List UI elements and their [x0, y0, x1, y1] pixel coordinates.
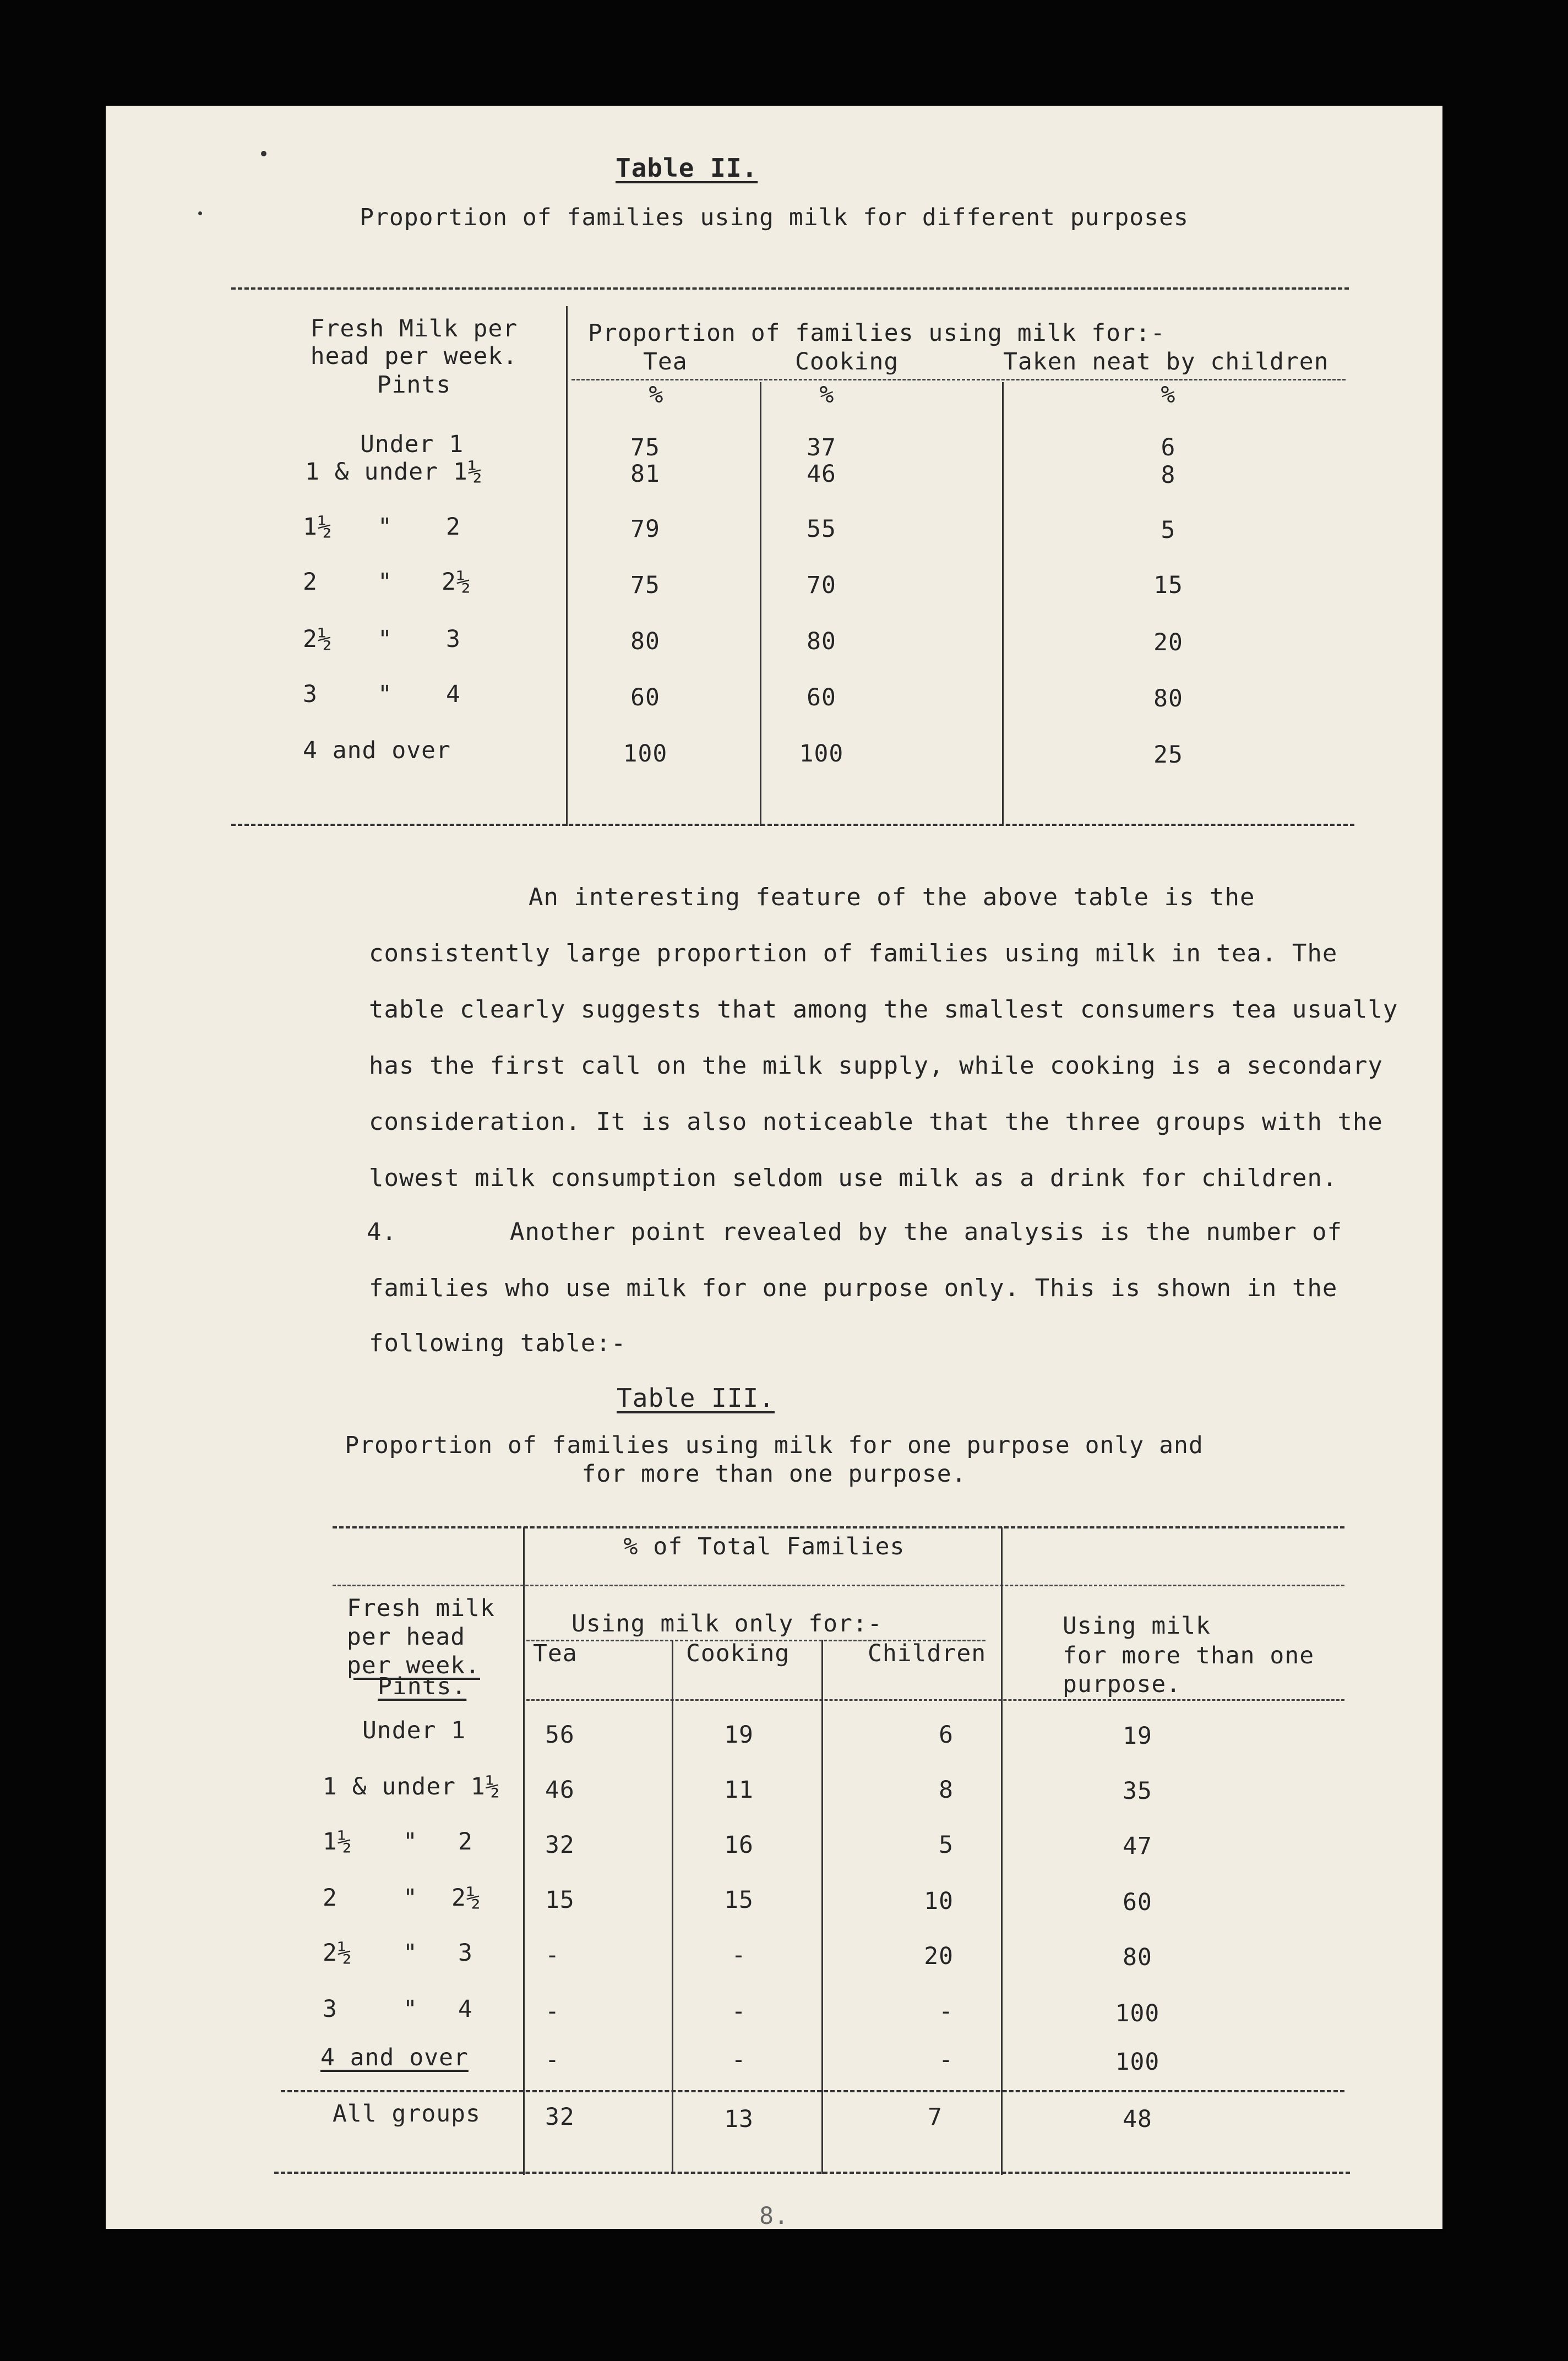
- cell-cooking: 13: [724, 2106, 754, 2133]
- column-header-children: Children: [868, 1640, 987, 1667]
- row-label: ": [403, 1939, 418, 1967]
- table-rule: [333, 1585, 1344, 1586]
- table-rule: [231, 287, 1349, 290]
- cell-tea: 100: [623, 740, 668, 768]
- cell-cooking: 100: [799, 740, 844, 768]
- paragraph-line: An interesting feature of the above table is the: [529, 883, 1255, 911]
- cell-more: 80: [1123, 1944, 1152, 1971]
- cell-tea: 60: [630, 684, 660, 711]
- percent-total-header: % of Total Families: [623, 1533, 905, 1560]
- page-number: 8.: [759, 2202, 789, 2230]
- column-header-milk: per head: [347, 1623, 466, 1651]
- column-header-children: Taken neat by children: [1003, 348, 1329, 376]
- column-header-tea: Tea: [533, 1640, 578, 1667]
- table-subtitle: for more than one purpose.: [581, 1460, 967, 1488]
- cell-cooking: -: [731, 2046, 747, 2074]
- unit-label: %: [819, 381, 835, 409]
- row-label: Under 1: [362, 1717, 466, 1744]
- cell-children: 6: [939, 1721, 954, 1749]
- cell-children: 80: [1153, 685, 1183, 712]
- cell-children: 10: [924, 1887, 954, 1915]
- unit-label: %: [1161, 381, 1176, 409]
- cell-cooking: 46: [807, 460, 836, 488]
- cell-cooking: 11: [724, 1776, 754, 1804]
- row-label: 2½: [323, 1939, 352, 1967]
- row-label: 3: [303, 681, 318, 708]
- cell-children: -: [939, 2046, 954, 2074]
- column-header-milk: Pints: [377, 371, 451, 399]
- row-label: ": [378, 681, 393, 708]
- cell-tea: 32: [545, 1831, 575, 1859]
- cell-more: 60: [1123, 1889, 1152, 1916]
- column-header-cooking: Cooking: [686, 1640, 790, 1667]
- pencil-mark: [261, 151, 266, 156]
- row-label: 1 & under 1½: [323, 1773, 500, 1800]
- row-label: 3: [458, 1939, 473, 1967]
- column-header-milk: Fresh milk: [347, 1595, 495, 1622]
- header-rule: [526, 1699, 1344, 1701]
- cell-cooking: 60: [807, 684, 836, 711]
- row-label: 3: [446, 625, 461, 653]
- cell-tea: 80: [630, 628, 660, 655]
- row-label: 4: [446, 681, 461, 708]
- cell-cooking: -: [731, 1998, 747, 2025]
- paragraph-line: consistently large proportion of families using milk in tea. The: [369, 939, 1338, 967]
- table-column-divider: [672, 1640, 673, 2174]
- table-subtitle: Proportion of families using milk for one purpose only and: [345, 1432, 1204, 1459]
- table-column-divider: [1001, 1527, 1003, 2175]
- cell-tea: 56: [545, 1721, 575, 1749]
- table-subtitle: Proportion of families using milk for different purposes: [360, 204, 1189, 231]
- cell-more: 19: [1123, 1722, 1152, 1750]
- cell-children: 20: [924, 1943, 954, 1970]
- cell-more: 100: [1115, 2048, 1160, 2076]
- cell-more: 48: [1123, 2106, 1152, 2133]
- column-header-milk: Fresh Milk per: [310, 315, 518, 342]
- row-label: ": [403, 1995, 418, 2023]
- cell-children: 5: [1161, 516, 1176, 544]
- row-label: 2½: [442, 568, 471, 596]
- cell-cooking: 19: [724, 1721, 754, 1749]
- row-label: All groups: [333, 2100, 481, 2128]
- table-rule: [231, 824, 1354, 826]
- table-rule: [333, 1526, 1344, 1528]
- unit-label: %: [649, 381, 664, 409]
- cell-tea: 81: [630, 460, 660, 488]
- row-label: 2½: [451, 1884, 481, 1912]
- paragraph-line: has the first call on the milk supply, while cooking is a secondary: [369, 1052, 1383, 1080]
- cell-cooking: 70: [807, 572, 836, 599]
- cell-children: 5: [939, 1831, 954, 1859]
- cell-cooking: 80: [807, 628, 836, 655]
- cell-children: 25: [1153, 741, 1183, 769]
- cell-tea: 79: [630, 515, 660, 543]
- row-label: Under 1: [360, 431, 464, 458]
- row-label: 2: [323, 1884, 337, 1912]
- row-label: 2: [446, 513, 461, 541]
- cell-tea: -: [545, 1941, 560, 1969]
- section-number: 4.: [367, 1218, 397, 1246]
- row-label: 1 & under 1½: [305, 458, 483, 486]
- column-header-milk: per week.: [347, 1652, 480, 1679]
- cell-cooking: -: [731, 1941, 747, 1969]
- paragraph-line: table clearly suggests that among the smallest consumers tea usually: [369, 995, 1398, 1024]
- row-label: 2: [303, 568, 318, 596]
- row-label: 4: [458, 1995, 473, 2023]
- cell-more: 100: [1115, 2000, 1160, 2027]
- column-header-milk: head per week.: [310, 342, 518, 370]
- row-label: 3: [323, 1995, 337, 2023]
- table-column-divider: [760, 382, 761, 826]
- paragraph-line: families who use milk for one purpose only. This is shown in the: [369, 1274, 1338, 1302]
- table-column-divider: [821, 1640, 823, 2174]
- row-label: 1½: [323, 1828, 352, 1856]
- cell-children: 8: [1161, 461, 1176, 489]
- cell-more: 35: [1123, 1777, 1152, 1805]
- cell-tea: -: [545, 1998, 560, 2025]
- row-label: ": [378, 513, 393, 541]
- column-header-more: Using milk: [1063, 1612, 1211, 1640]
- column-header-tea: Tea: [643, 348, 688, 376]
- row-label: ": [403, 1884, 418, 1912]
- cell-tea: 15: [545, 1886, 575, 1914]
- row-label: ": [378, 568, 393, 596]
- paragraph-line: consideration. It is also noticeable that the three groups with the: [369, 1108, 1383, 1136]
- column-header-using-only: Using milk only for:-: [571, 1610, 883, 1638]
- table-title: Table II.: [616, 153, 758, 183]
- column-header-milk: Pints.: [378, 1673, 467, 1700]
- table-column-divider: [523, 1527, 525, 2175]
- table-column-divider: [566, 306, 568, 826]
- column-header-proportion: Proportion of families using milk for:-: [588, 319, 1166, 347]
- cell-tea: 75: [630, 434, 660, 461]
- table-rule: [274, 2172, 1350, 2174]
- cell-cooking: 55: [807, 515, 836, 543]
- cell-tea: 32: [545, 2103, 575, 2131]
- table-title: Table III.: [617, 1383, 775, 1413]
- column-header-more: purpose.: [1063, 1671, 1182, 1698]
- row-label: 1½: [303, 513, 333, 541]
- column-header-more: for more than one: [1063, 1642, 1315, 1669]
- cell-cooking: 37: [807, 434, 836, 461]
- cell-tea: 75: [630, 572, 660, 599]
- row-label: 2½: [303, 625, 333, 653]
- cell-cooking: 15: [724, 1886, 754, 1914]
- row-label: 2: [458, 1828, 473, 1856]
- row-label: ": [403, 1828, 418, 1856]
- cell-cooking: 16: [724, 1831, 754, 1859]
- cell-children: 8: [939, 1776, 954, 1804]
- cell-children: -: [939, 1998, 954, 2025]
- cell-children: 20: [1153, 629, 1183, 656]
- paragraph-line: following table:-: [369, 1329, 627, 1357]
- document-page: [106, 106, 1442, 2229]
- cell-more: 47: [1123, 1832, 1152, 1860]
- cell-tea: 46: [545, 1776, 575, 1804]
- cell-tea: -: [545, 2046, 560, 2074]
- cell-children: 7: [928, 2103, 943, 2131]
- cell-children: 15: [1153, 572, 1183, 599]
- paragraph-line: Another point revealed by the analysis is the number of: [510, 1218, 1342, 1246]
- row-label: ": [378, 625, 393, 653]
- row-label: 4 and over: [320, 2044, 469, 2071]
- header-rule: [571, 379, 1346, 380]
- column-header-cooking: Cooking: [795, 348, 899, 376]
- row-label: 4 and over: [303, 737, 451, 764]
- table-column-divider: [1002, 382, 1004, 826]
- total-rule: [281, 2090, 1344, 2092]
- paragraph-line: lowest milk consumption seldom use milk as a drink for children.: [369, 1164, 1338, 1192]
- cell-children: 6: [1161, 434, 1176, 461]
